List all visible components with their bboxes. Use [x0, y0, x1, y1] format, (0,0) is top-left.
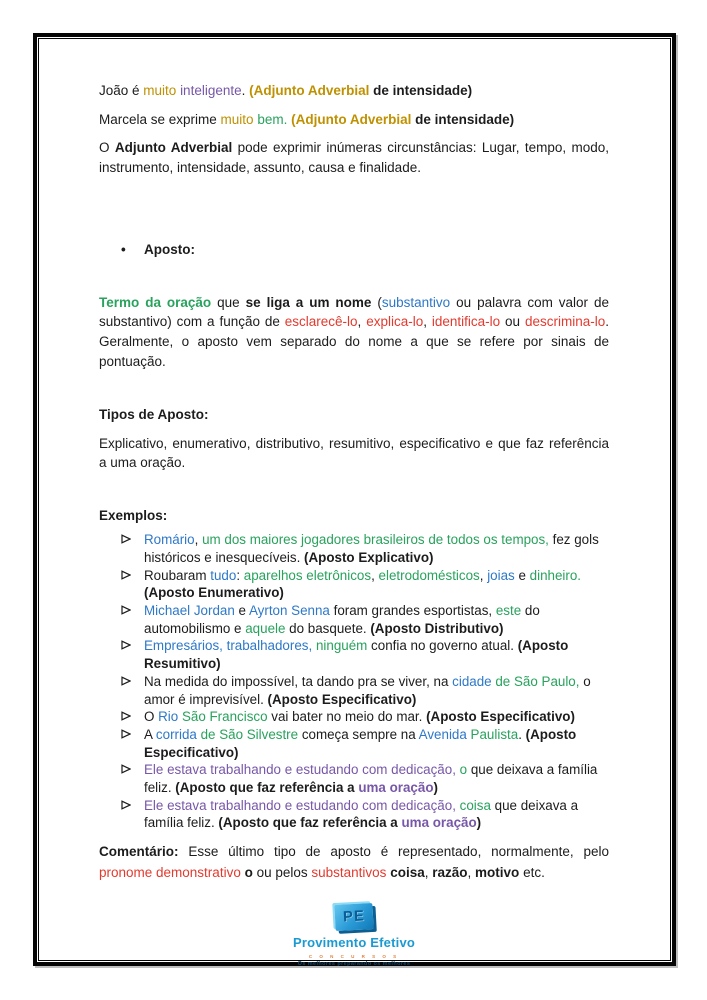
list-item: [121, 673, 609, 708]
list-item-text: Na medida do impossível, ta dando pra se viver, na cidade de São Paulo, o amor é imprevisível. (Aposto Especificativo): [144, 673, 591, 707]
aposto-bullet-heading: [121, 240, 609, 260]
logo-tagline: Os melhores preparando os melhores: [297, 961, 411, 968]
list-item-text: Ele estava trabalhando e estudando com dedicação, coisa que deixava a família feliz. (Aposto que faz referência a uma oração): [144, 797, 579, 831]
list-item: [121, 567, 609, 602]
list-item: [121, 637, 609, 672]
arrow-bullet-icon: [121, 711, 131, 721]
list-item-text: Roubaram tudo: aparelhos eletrônicos, eletrodomésticos, joias e dinheiro. (Aposto Enumerativo): [144, 567, 582, 601]
exemplos-heading: Exemplos:: [99, 507, 168, 523]
list-item-text: A corrida de São Silvestre começa sempre na Avenida Paulista. (Aposto Especificativo): [144, 726, 577, 760]
arrow-bullet-icon: [121, 676, 131, 686]
intro-line-2: Marcela se exprime muito bem. (Adjunto Adverbial de intensidade): [99, 111, 515, 127]
comment-paragraph: Comentário: Esse último tipo de aposto é representado, normalmente, pelo pronome demonstrativo o ou pelos substantivos coisa, razão, motivo etc.: [99, 844, 609, 880]
logo-pe-cube-icon: PE: [334, 903, 373, 931]
list-item: [121, 726, 609, 761]
logo: [99, 904, 609, 969]
list-item-text: O Rio São Francisco vai bater no meio do mar. (Aposto Especificativo): [144, 709, 575, 725]
list-item: [121, 797, 609, 832]
list-item: [121, 708, 609, 726]
arrow-bullet-icon: [121, 800, 131, 810]
list-item-text: Empresários, trabalhadores, ninguém confia no governo atual. (Aposto Resumitivo): [144, 638, 569, 672]
logo-name: Provimento Efetivo: [292, 934, 416, 950]
arrow-bullet-icon: [121, 570, 131, 580]
logo-subtitle: C O N C U R S O S: [308, 953, 400, 959]
document-content: [37, 37, 672, 968]
list-item-text: Ele estava trabalhando e estudando com dedicação, o que deixava a família feliz. (Aposto que faz referência a uma oração): [144, 762, 598, 795]
list-item: [121, 761, 609, 796]
page-border-frame: [33, 33, 676, 966]
examples-list: [99, 531, 609, 832]
list-item: [121, 531, 609, 566]
arrow-bullet-icon: [121, 534, 131, 544]
aposto-definition: Termo da oração que se liga a um nome (substantivo ou palavra com valor de substantivo) com a função de esclarecê-lo, explica-lo, identifica-lo ou descrimina-lo. Geralmente, o aposto vem separado do nome a que se refere por sinais de pontuação.: [99, 294, 609, 369]
intro-line-1: João é muito inteligente. (Adjunto Adverbial de intensidade): [99, 83, 473, 98]
arrow-bullet-icon: [121, 640, 131, 650]
list-item-text: Michael Jordan e Ayrton Senna foram grandes esportistas, este do automobilismo e aquele do basquete. (Aposto Distributivo): [144, 603, 540, 636]
list-item-text: Romário, um dos maiores jogadores brasileiros de todos os tempos, fez gols históricos e inesquecíveis. (Aposto Explicativo): [144, 532, 599, 565]
arrow-bullet-icon: [121, 605, 131, 615]
tipos-heading: Tipos de Aposto:: [99, 407, 209, 423]
arrow-bullet-icon: [121, 729, 131, 739]
list-item: [121, 602, 609, 637]
intro-paragraph: O Adjunto Adverbial pode exprimir inúmeras circunstâncias: Lugar, tempo, modo, instrumento, intensidade, assunto, causa e finalidade.: [99, 140, 609, 175]
aposto-heading-label: Aposto:: [144, 242, 195, 258]
tipos-paragraph: Explicativo, enumerativo, distributivo, resumitivo, especificativo e que faz referência a uma oração.: [99, 435, 609, 471]
arrow-bullet-icon: [121, 764, 131, 774]
bullet-dot-icon: •: [121, 242, 126, 258]
